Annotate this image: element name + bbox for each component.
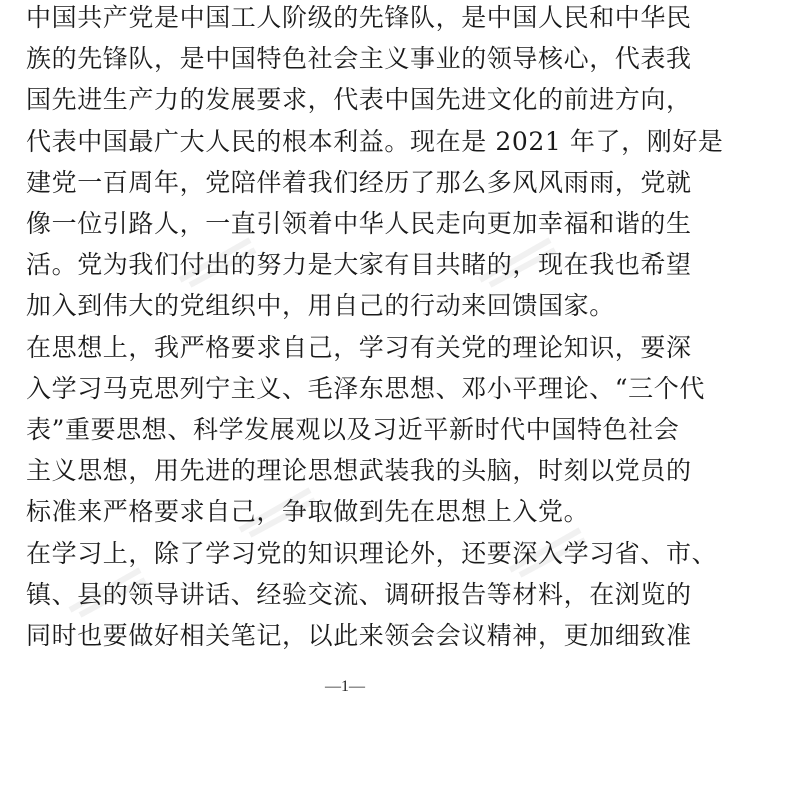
text-line: 族的先锋队，是中国特色社会主义事业的领导核心，代表我 — [26, 44, 692, 73]
text-line: 主义思想，用先进的理论思想武装我的头脑，时刻以党员的 — [26, 456, 692, 485]
text-line: 镇、县的领导讲话、经验交流、调研报告等材料，在浏览的 — [26, 580, 692, 609]
text-line: 入学习马克思列宁主义、毛泽东思想、邓小平理论、“三个代 — [26, 374, 705, 403]
text-line: 在学习上，除了学习党的知识理论外，还要深入学习省、市、 — [26, 539, 718, 568]
text-line: 在思想上，我严格要求自己，学习有关党的理论知识，要深 — [26, 333, 692, 362]
page-number: —1— — [325, 678, 365, 695]
text-line: 国先进生产力的发展要求，代表中国先进文化的前进方向， — [26, 85, 692, 114]
text-line: 表”重要思想、科学发展观以及习近平新时代中国特色社会 — [26, 415, 680, 444]
text-line: 像一位引路人，一直引领着中华人民走向更加幸福和谐的生 — [26, 209, 692, 238]
text-line: 标准来严格要求自己，争取做到先在思想上入党。 — [26, 497, 590, 526]
text-line: 中国共产党是中国工人阶级的先锋队，是中国人民和中华民 — [26, 3, 692, 32]
text-line: 建党一百周年，党陪伴着我们经历了那么多风风雨雨，党就 — [26, 168, 692, 197]
text-line: 加入到伟大的党组织中，用自己的行动来回馈国家。 — [26, 291, 615, 320]
text-line: 代表中国最广大人民的根本利益。现在是 2021 年了，刚好是 — [26, 127, 724, 156]
text-line: 活。党为我们付出的努力是大家有目共睹的，现在我也希望 — [26, 250, 692, 279]
text-line: 同时也要做好相关笔记，以此来领会会议精神，更加细致准 — [26, 621, 692, 650]
